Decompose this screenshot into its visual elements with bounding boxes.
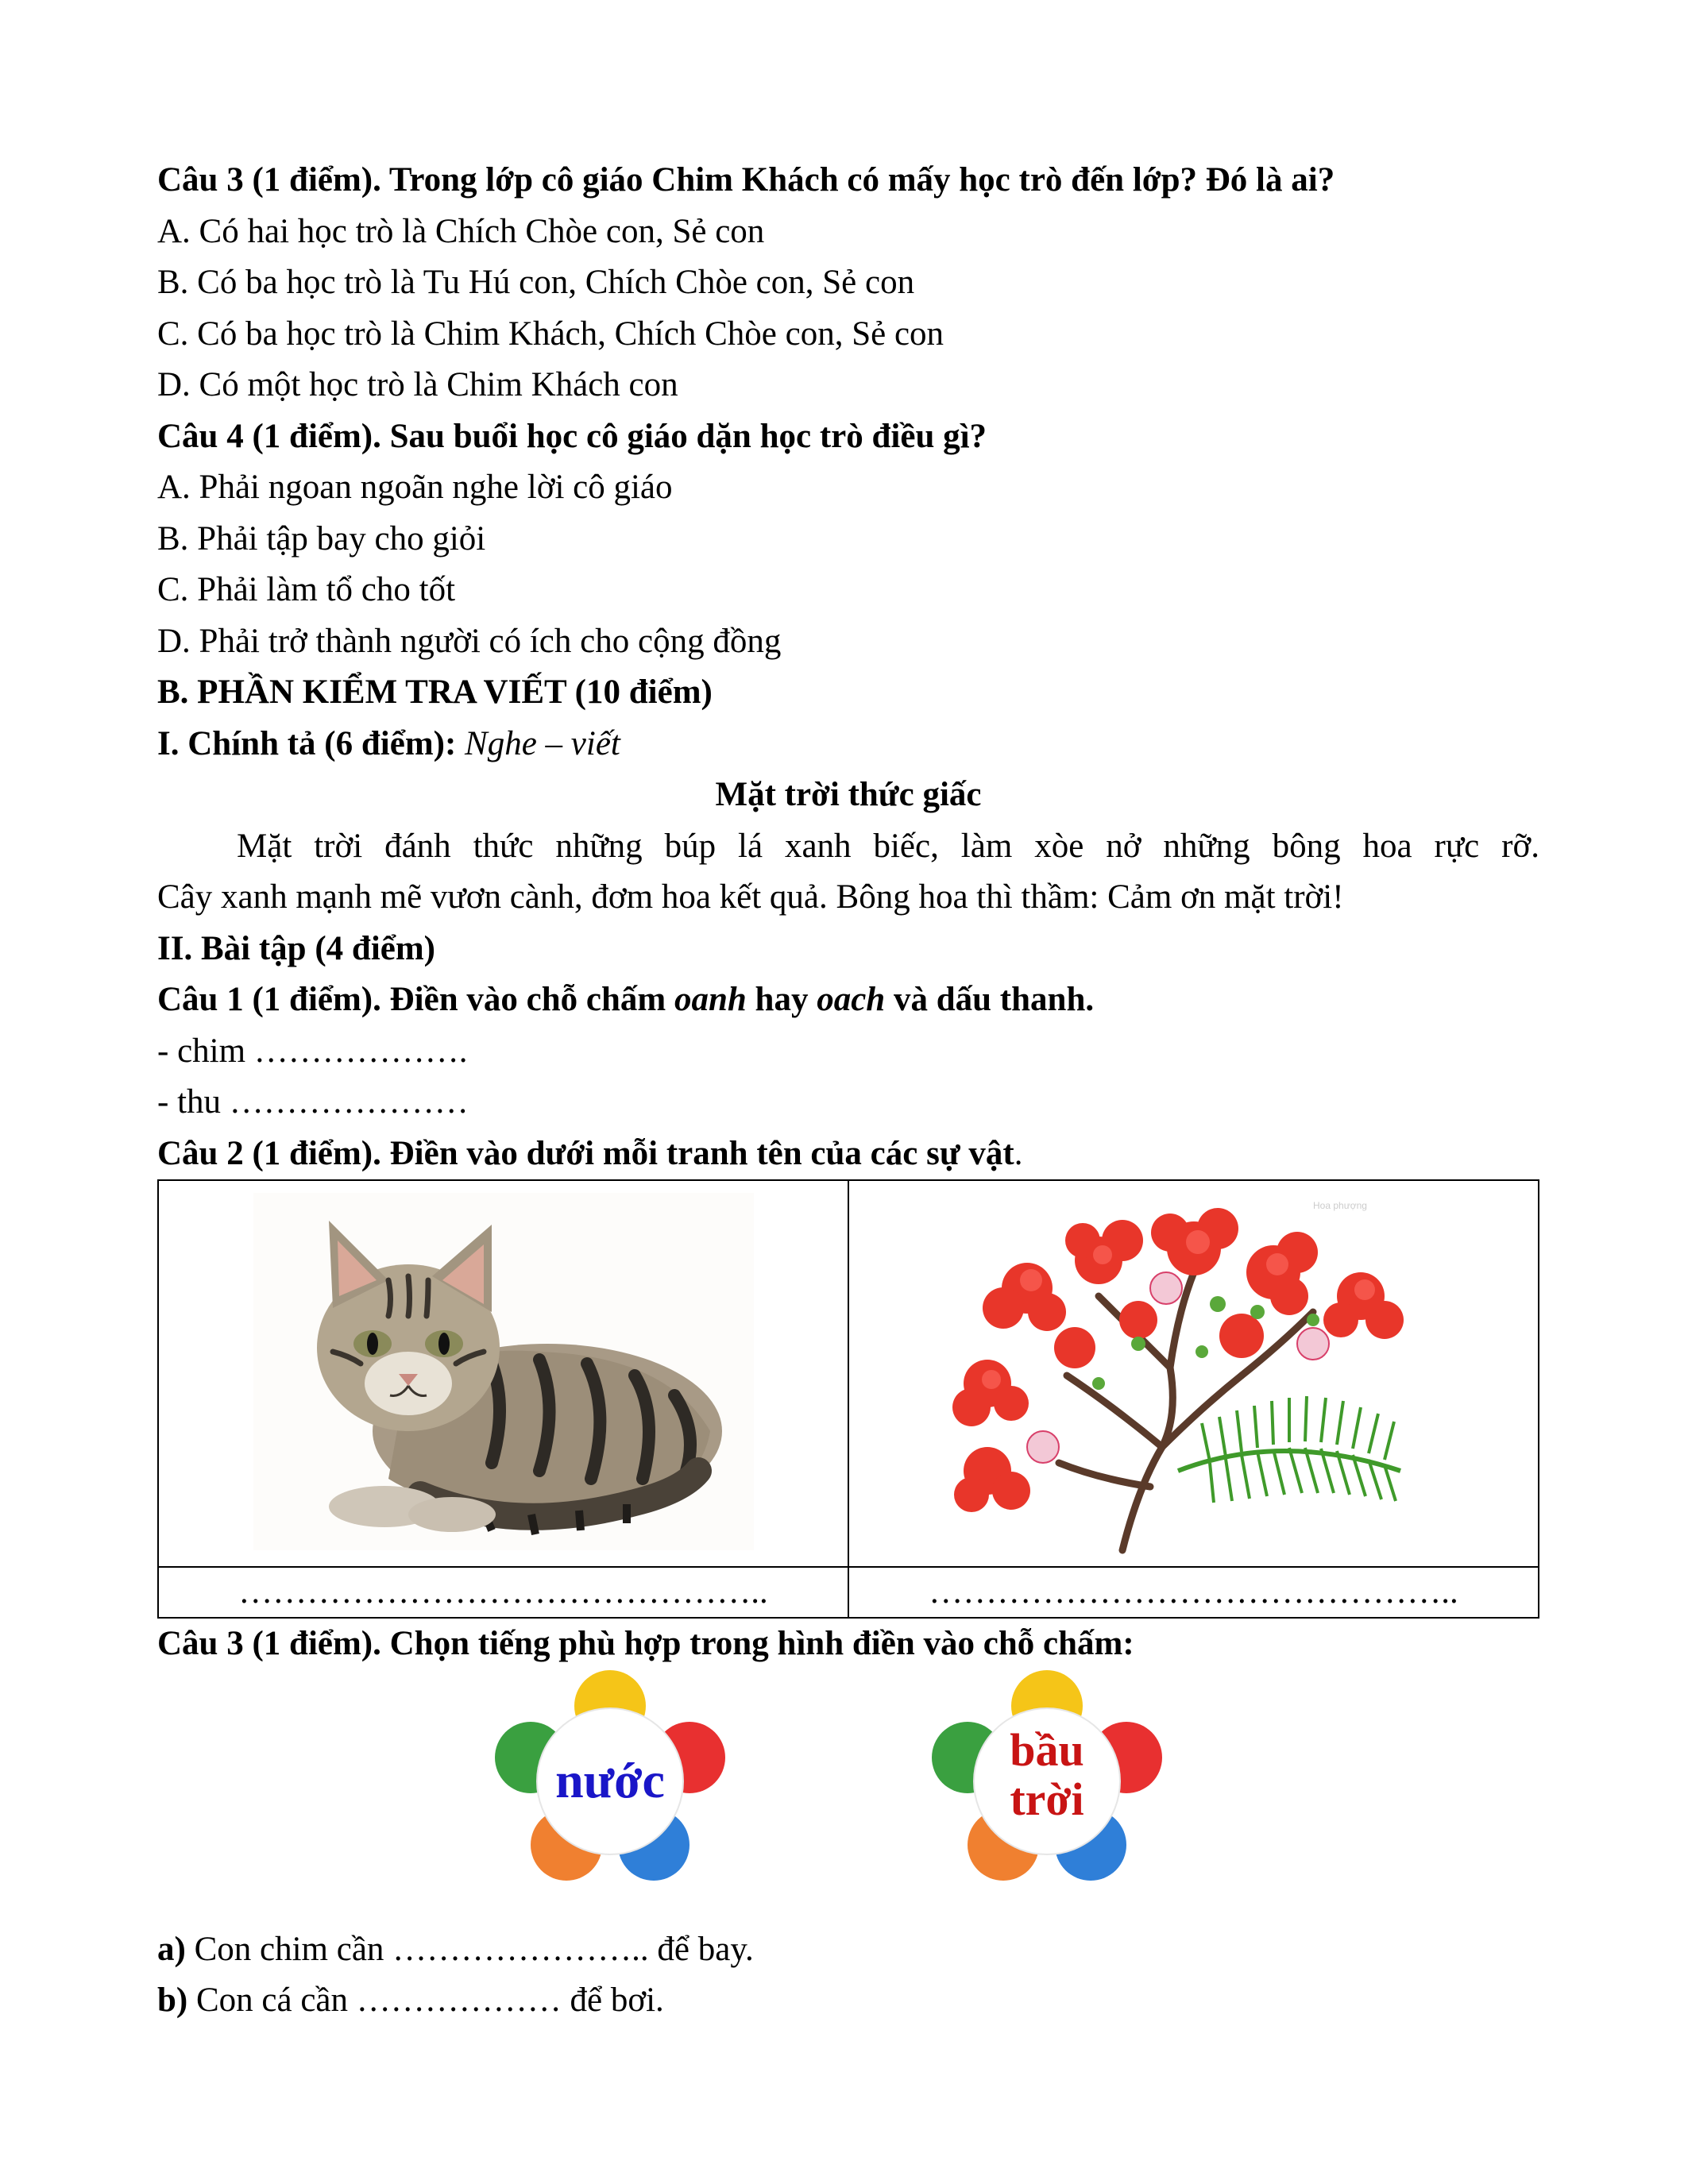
flame-tree-flower-image xyxy=(940,1185,1448,1558)
dictation-label: I. Chính tả (6 điểm): xyxy=(157,724,457,762)
blank-under-flower: ……………………………………….. xyxy=(848,1567,1539,1618)
q3-title: Câu 3 (1 điểm). Trong lớp cô giáo Chim Khách có mấy học trò đến lớp? Đó là ai? xyxy=(157,161,1335,199)
word-flowers xyxy=(157,1670,1539,1900)
ex3-title: Câu 3 (1 điểm). Chọn tiếng phù hợp trong hình điền vào chỗ chấm: xyxy=(157,1625,1134,1662)
q3-option-d: D. Có một học trò là Chim Khách con xyxy=(157,366,678,403)
q3-option-b: B. Có ba học trò là Tu Hú con, Chích Chòe con, Sẻ con xyxy=(157,264,915,301)
flower-word-nuoc: nước xyxy=(555,1751,665,1808)
ex1-title-mid: hay xyxy=(746,981,817,1018)
section-b-title: B. PHẦN KIỂM TRA VIẾT (10 điểm) xyxy=(157,673,713,711)
ex2-title-end: . xyxy=(1014,1134,1023,1172)
ex3-text-a: Con chim cần ………………….. để bay. xyxy=(185,1930,754,1968)
ex3-label-b: b) xyxy=(157,1981,188,2019)
flame-tree-flower-image-cell xyxy=(848,1180,1539,1567)
ex3-line-b xyxy=(157,1975,1539,2027)
q4-option-c: C. Phải làm tổ cho tốt xyxy=(157,571,456,608)
flower-word-bau: bầu xyxy=(1010,1723,1084,1776)
kitten-image xyxy=(253,1193,754,1550)
ex1-title-post: và dấu thanh. xyxy=(885,981,1095,1018)
ex1-title-pre: Câu 1 (1 điểm). Điền vào chỗ chấm xyxy=(157,981,674,1018)
kitten-image-cell xyxy=(158,1180,848,1567)
ex1-word-oach: oach xyxy=(817,981,886,1018)
ex2-title-text: Câu 2 (1 điểm). Điền vào dưới mỗi tranh tên của các sự vật xyxy=(157,1134,1014,1172)
blank-under-kitten: ……………………………………….. xyxy=(158,1567,848,1618)
ex1-word-oanh: oanh xyxy=(674,981,747,1018)
q3-option-c: C. Có ba học trò là Chim Khách, Chích Chòe con, Sẻ con xyxy=(157,314,944,353)
passage-title: Mặt trời thức giấc xyxy=(715,776,982,813)
flower-bau-troi xyxy=(928,1670,1166,1885)
q4-option-b: B. Phải tập bay cho giỏi xyxy=(157,519,486,558)
flower-word-troi: trời xyxy=(1010,1773,1084,1825)
exercises-title: II. Bài tập (4 điểm) xyxy=(157,929,435,967)
ex1-title xyxy=(157,974,1539,1026)
q4-option-d: D. Phải trở thành người có ích cho cộng đồng xyxy=(157,622,782,660)
q4-title: Câu 4 (1 điểm). Sau buổi học cô giáo dặn học trò điều gì? xyxy=(157,417,987,455)
dictation-heading xyxy=(157,719,1539,770)
picture-table xyxy=(157,1179,1539,1619)
passage-line-1: Mặt trời đánh thức những búp lá xanh biếc, làm xòe nở những bông hoa rực rỡ. xyxy=(237,827,1539,865)
ex1-line-chim: - chim ………………. xyxy=(157,1032,468,1070)
document-page xyxy=(157,155,1539,2027)
ex3-text-b: Con cá cần ……………… để bơi. xyxy=(187,1981,664,2019)
flower-nuoc xyxy=(491,1670,729,1885)
image-watermark: Hoa phượng xyxy=(1312,1200,1367,1211)
q3-option-a: A. Có hai học trò là Chích Chòe con, Sẻ con xyxy=(157,212,765,250)
q4-option-a: A. Phải ngoan ngoãn nghe lời cô giáo xyxy=(157,469,673,506)
passage-line-2: Cây xanh mạnh mẽ vươn cành, đơm hoa kết quả. Bông hoa thì thầm: Cảm ơn mặt trời! xyxy=(157,878,1344,916)
ex1-line-thu: - thu ………………… xyxy=(157,1083,469,1121)
dictation-mode: Nghe – viết xyxy=(465,724,620,762)
ex2-title xyxy=(157,1129,1539,1180)
ex3-line-a xyxy=(157,1924,1539,1976)
ex3-label-a: a) xyxy=(157,1930,186,1968)
